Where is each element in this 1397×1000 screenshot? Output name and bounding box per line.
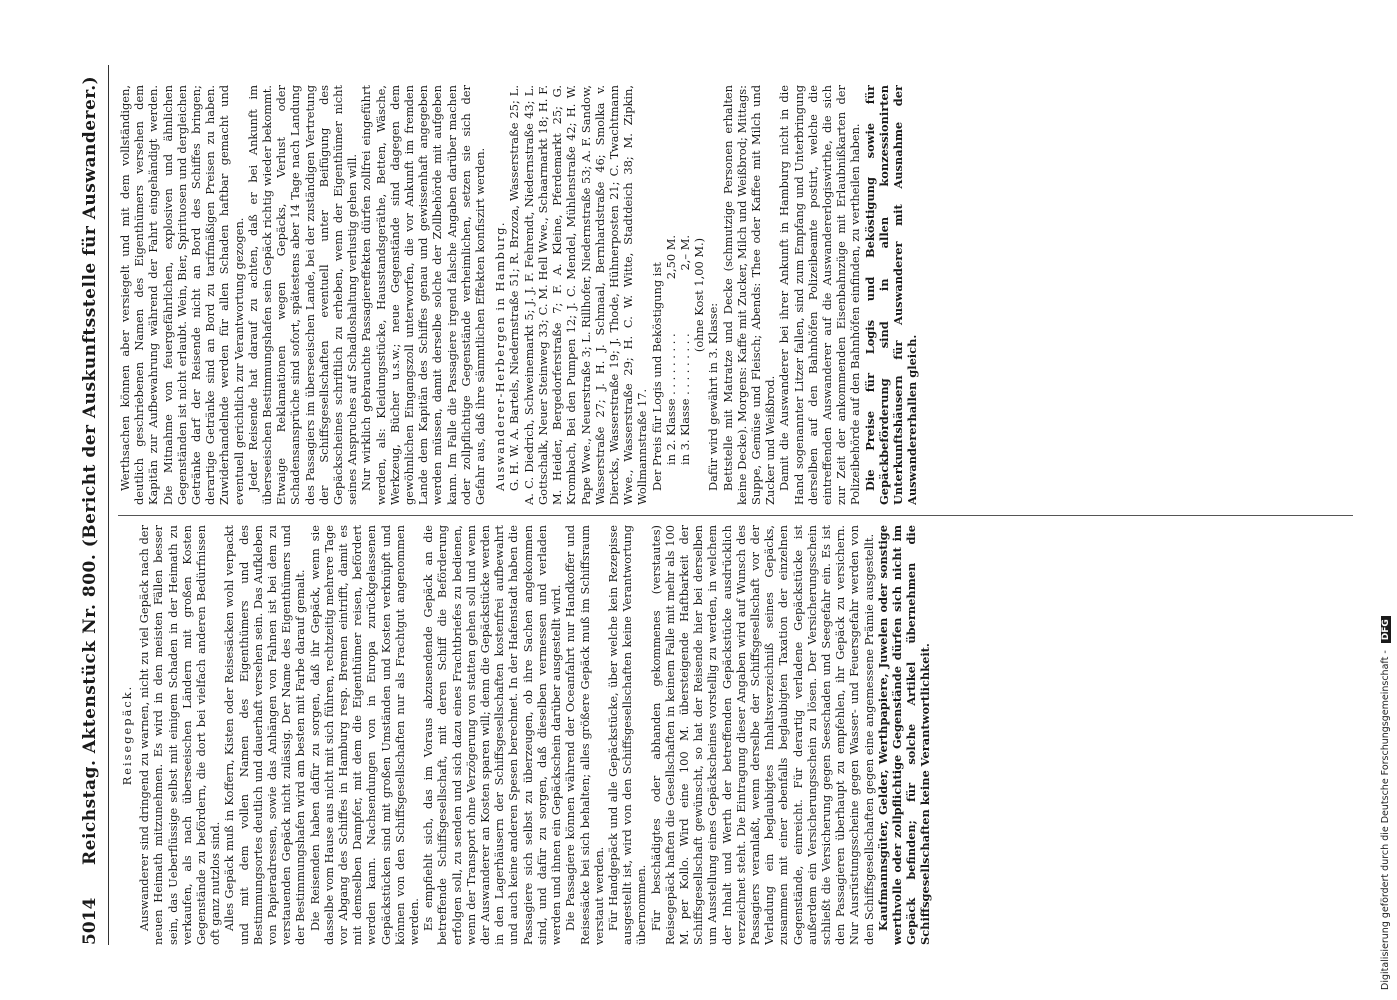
paragraph: Bettstelle mit Matratze und Decke (schmutzige Personen erhalten keine Decke). Morgens: Kaffe mit Zucker, Milch und Weißbrod; Mittags: Suppe, Gemüse und Fleisch; Abends: Thee oder Kaffee mit Milch und Zucker und Weißbrod. [720,85,778,505]
paragraph: Für beschädigtes oder abhanden gekommenes (verstautes) Reisegepäck haften die Gesellschaften in keinem Falle mit mehr als 100 M. per Kollo. Wird eine 100 M. übersteigende Haftbarkeit der Schiffsgesellschaft gewünscht, so hat der Reisende hier bei derselben um Ausstellung eines Gepäckscheines vorstellig zu werden, in welchem der Inhalt und Werth der betreffenden Gepäckstücke ausdrücklich verzeichnet steht. Die Eintragung dieser Angaben wird auf Wunsch des Passagiers veranlaßt, wenn derselbe der Schiffsgesellschaft vor der Verladung ein beglaubigtes Inhaltsverzeichniß seines Gepäcks, zusammen mit einer ebenfalls beglaubigten Taxation der einzelnen Gegenstände, einreicht. Für derartig verladene Gepäckstücke ist außerdem ein Versicherungsschein zu lösen. Der Versicherungsschein schließt die Versicherung gegen Seeschaden und Seegefahr ein. Es ist den Passagieren überhaupt zu empfehlen, ihr Gepäck zu versichern. Nur Ausrüstungsscheine gegen Wasser- und Feuersgefahr werden von den Schiffsgesellschaften gegen eine angemessene Prämie ausgestellt. [648,525,876,945]
paragraph: Die Reisenden haben dafür zu sorgen, daß ihr Gepäck, wenn sie dasselbe vom Hause aus nicht mit sich führen, rechtzeitig mehrere Tage vor Abgang des Schiffes in Hamburg resp. Bremen eintrifft, damit es mit demselben Dampfer, mit dem die Eigenthümer reisen, befördert werden kann. Nachsendungen von in Europa zurückgelassenen Gepäckstücken sind mit großen Umständen und Kosten verknüpft und können von den Schiffsgesellschaften nur als Frachtgut angenommen werden. [307,525,422,945]
page-header [80,65,106,945]
price-label: in 2. Klasse . . . . . . . . . [663,333,678,465]
paragraph: Dafür wird gewährt in 3. Klasse: [706,302,721,491]
paragraph: Für Handgepäck und alle Gepäckstücke, über welche kein Rezepisse ausgestellt ist, wird von den Schiffsgesellschaften keine Verantwortung übernommen. [605,525,649,945]
section-title: Reisegepäck. [120,684,134,786]
price-row [678,235,692,505]
paragraph-emphasis: Kaufmannsgüter, Gelder, Werthpapiere, Juwelen oder sonstige werthvolle oder zollpflichtige Gegenstände dürfen sich nicht im Gepäck befinden; für solche Artikel übernehmen die Schiffsgesellschaften keine Verantwortlichkeit. [875,525,933,945]
digitization-note [1380,616,1391,990]
price-row [664,235,678,505]
price-intro: Der Preis für Logis und Beköstigung ist [649,262,664,491]
column-divider [118,515,1353,516]
herbergen-list: G. H. W. A. Bartels, Niedernstraße 51; R. Brzoza, Wasserstraße 25; L. A. C. Diedrich, Schweinemarkt 5; J. J. F. Fehrendt, Niedernstraße 43; L. Gottschalk, Neuer Steinweg 33; C. M. Hell Wwe., Schaarmarkt 18; H. F. M. Heider, Bergedorferstraße 7; F. A. Kleine, Pferdemarkt 25; G. Krombach, Bei den Pumpen 12; J. C. Mendel, Mühlenstraße 42; H. W. Pape Wwe., Neuerstraße 3; L. Rillhofer, Niedernstraße 53; A. F. Sandow, Wasserstraße 27; J. H. J. Schmaal, Bernhardstraße 46; Smolka v. Diercks, Wasserstraße 19; J. Thode, Hühnerposten 21; C. Twachtmann Wwe., Wasserstraße 29; H. C. W. Witte, Stadtdeich 38; M. Zipkin, Wollmannstraße 17. [507,85,650,505]
price-value: 2,– M. [677,235,692,271]
dfg-logo: DFG [1381,616,1391,643]
paragraph: Es empfiehlt sich, das im Voraus abzusendende Gepäck an die betreffende Schiffsgesellschaft, mit deren Schiff die Beförderung erfolgen soll, zu senden und sich dazu eines Frachtbriefes zu bedienen, wenn der Transport ohne Verzögerung von statten gehen soll und wenn der Auswanderer an Kosten sparen will; denn die Gepäckstücke werden in den Lagerhäusern der Schiffsgesellschaften kostenfrei aufbewahrt und auch keine anderen Spesen berechnet. In der Hafenstadt haben die Passagiere sich selbst zu überzeugen, ob ihre Sachen angekommen sind, und dafür zu sorgen, daß dieselben vermessen und verladen werden und ihnen ein Gepäckschein darüber ausgestellt wird. [421,525,564,945]
paragraph: Alles Gepäck muß in Koffern, Kisten oder Reisesäcken wohl verpackt und mit dem vollen Namen des Eigenthümers und des Bestimmungsortes deutlich und dauerhaft versehen sein. Das Aufkleben von Papieradressen, sowie das Anhängen von Fahnen ist bei dem zu verstauenden Gepäck nicht zulässig. Der Name des Eigenthümers und der Bestimmungshafen wird am besten mit Farbe darauf gemalt. [222,525,308,945]
page-number: 5014 [80,897,100,945]
right-column [118,85,919,505]
herbergen-heading: Auswanderer-Herbergen in Hamburg. [493,221,508,491]
paragraph: Die Passagiere können während der Oceanfahrt nur Handkoffer und Reisesäcke bei sich behalten; alles größere Gepäck muß im Schiffsraum verstaut werden. [563,525,606,945]
paragraph-emphasis: Die Preise für Logis und Beköstigung sowie für Gepäckbeförderung sind in allen konzessionirten Unterkunftshäusern für Auswanderer mit Ausnahme der Auswandererhallen gleich. [862,85,920,505]
paragraph: Werthsachen können aber versiegelt und mit dem vollständigen, deutlich geschriebenen Namen des Eigenthümers versehen dem Kapitän zur Aufbewahrung während der Fahrt eingehändigt werden. Die Mitnahme von feuergefährlichen, explosiven und ähnlichen Gegenständen ist nicht erlaubt. Wein, Bier, Spirituosen und dergleichen Getränke darf der Reisende nicht an Bord des Schiffes bringen; derartige Getränke sind an Bord zu tarifmäßigen Preisen zu haben. Zuwiderhandelnde werden für allen Schaden haftbar gemacht und eventuell gerichtlich zur Verantwortung gezogen. [118,85,246,505]
left-column [118,525,933,945]
paragraph: Auswanderer sind dringend zu warnen, nicht zu viel Gepäck nach der neuen Heimath mitzunehmen. Es wird in den meisten Fällen besser sein, das Ueberflüssige selbst mit einigem Schaden in der Heimath zu verkaufen, als nach überseeischen Ländern mit großen Kosten Gegenstände zu befördern, die dort bei vielfach anderen Bedürfnissen oft ganz nutzlos sind. [137,525,223,945]
price-note: (ohne Kost 1,00 M.) [692,237,707,353]
price-label: in 3. Klasse . . . . . . . . . [677,333,692,465]
paragraph: Nur wirklich gebrauchte Passagiereffekten dürfen zollfrei eingeführt werden, als: Kleidungsstücke, Hausstandsgeräthe, Betten, Wäsche, Werkzeug, Bücher u.s.w.; neue Gegenstände sind dagegen dem gewöhnlichen Eingangszoll unterworfen, die vor Ankunft im fremden Lande dem Kapitän des Schiffes genau und gewissenhaft angegeben werden müssen, damit derselbe solche der Zollbehörde mit aufgeben kann. Im Falle die Passagiere irgend falsche Angaben darüber machen oder zollpflichtige Gegenstände verheimlichen, setzen sie sich der Gefahr aus, daß ihre sämmtlichen Effekten konfiszirt werden. [359,85,488,505]
page-title: Reichstag. Aktenstück Nr. 800. (Bericht der Auskunftsstelle für Auswanderer.) [80,75,100,865]
price-value: 2,50 M. [663,235,678,280]
paragraph: Damit die Auswanderer bei ihrer Ankunft in Hamburg nicht in die Hand sogenannter Litzer fallen, sind zum Empfang und Unterbringung derselben auf den Bahnhöfen Polizeibeamte postirt, welche die eintreffenden Auswanderer auf die Auswandererlogiswirthe, die sich zur Zeit der ankommenden Eisenbahnzüge mit Erlaubnißkarten der Polizeibehörde auf den Bahnhöfen einfinden, zu vertheilen haben. [777,85,863,505]
header-rule [108,65,109,945]
paragraph: Jeder Reisende hat darauf zu achten, daß er bei Ankunft im überseeischen Bestimmungshafen sein Gepäck richtig wieder bekommt. Etwaige Reklamationen wegen Gepäcks, Verlust oder Schadensansprüche sind sofort, spätestens aber 14 Tage nach Landung des Passagiers im überseeischen Lande, bei der zuständigen Vertretung der Schiffsgesellschaften eventuell unter Beifügung des Gepäckscheines schriftlich zu erheben, wenn der Eigenthümer nicht seines Anspruches auf Schadloshaltung verlustig gehen will. [245,85,360,505]
digitization-text: Digitalisierung gefördert durch die Deutsche Forschungsgemeinschaft - [1380,650,1391,990]
rotated-page-content [80,65,1370,945]
